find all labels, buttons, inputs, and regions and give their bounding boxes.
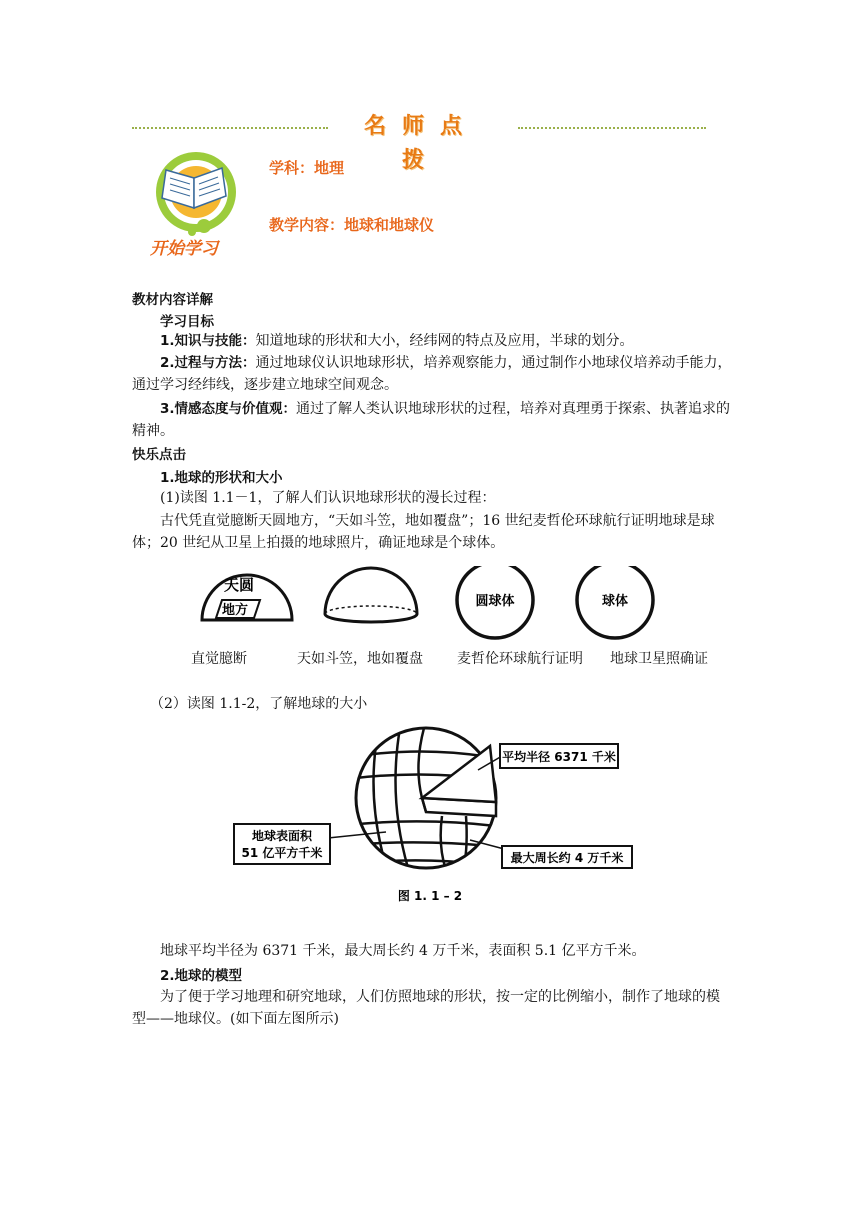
- topic-1-title: 1.地球的形状和大小: [160, 470, 283, 486]
- goal-2: [132, 352, 732, 396]
- goal-1: [132, 330, 732, 352]
- section-title-goals: 学习目标: [160, 314, 214, 330]
- start-learning-logo: [144, 150, 248, 260]
- banner-title: 名师点拨: [363, 113, 478, 173]
- topic-1-paragraph-2: 古代凭直觉臆断天圆地方，“天如斗笠，地如覆盘”；16 世纪麦哲伦环球航行证明地球是球体；20 世纪从卫星上拍摄的地球照片，确证地球是个球体。: [132, 513, 715, 551]
- caption-satellite: 地球卫星照确证: [610, 651, 708, 667]
- label-round-sphere: 圆球体: [475, 594, 515, 609]
- banner-rule-left: [132, 127, 328, 129]
- area-label-line1: 地球表面积: [251, 829, 313, 843]
- topic-2-paragraph-1: 为了便于学习地理和研究地球，人们仿照地球的形状，按一定的比例缩小，制作了地球的模型——地球仪。(如下面左图所示): [132, 989, 720, 1027]
- circumference-label: 最大周长约 4 万千米: [510, 851, 624, 865]
- subject-label: 学科：地理: [269, 159, 345, 177]
- section-title-explain: 教材内容详解: [132, 292, 213, 308]
- figure-earth-size: [228, 716, 648, 906]
- hemisphere-shape: [325, 568, 417, 614]
- content-label: 教学内容：地球和地球仪: [269, 216, 435, 234]
- section-title-happy: 快乐点击: [132, 447, 186, 463]
- goal-2-text: 通过地球仪认识地球形状，培养观察能力，通过制作小地球仪培养动手能力，通过学习经纬线，逐步建立地球空间观念。: [132, 355, 732, 393]
- topic-1-paragraph-3: （2）读图 1.1-2，了解地球的大小: [150, 696, 368, 712]
- figure-2-caption: 图 1. 1 – 2: [397, 889, 463, 903]
- caption-intuition: 直觉臆断: [191, 651, 247, 667]
- topic-2-title: 2.地球的模型: [160, 968, 243, 984]
- goal-3-text: 通过了解人类认识地球形状的过程，培养对真理勇于探索、执著追求的精神。: [132, 401, 731, 439]
- area-label-line2: 51 亿平方千米: [241, 846, 323, 860]
- label-sphere: 球体: [601, 594, 629, 609]
- caption-sky-ground: 天如斗笠，地如覆盘: [297, 651, 423, 667]
- label-ground: 地方: [222, 603, 249, 618]
- goal-3: [132, 398, 732, 442]
- goal-1-text: 知道地球的形状和大小，经纬网的特点及应用，半球的划分。: [255, 333, 634, 349]
- topic-1-paragraph-4: 地球平均半径为 6371 千米，最大周长约 4 万千米，表面积 5.1 亿平方千米。: [160, 943, 646, 959]
- goal-1-label: 1.知识与技能：: [160, 333, 256, 349]
- caption-magellan: 麦哲伦环球航行证明: [457, 651, 583, 667]
- radius-label: 平均半径 6371 千米: [502, 750, 616, 764]
- goal-2-label: 2.过程与方法：: [160, 355, 256, 371]
- topic-1-paragraph-1: (1)读图 1.1－1，了解人们认识地球形状的漫长过程：: [160, 490, 496, 506]
- logo-text: 开始学习: [150, 239, 218, 259]
- banner-rule-right: [518, 127, 706, 129]
- figure-earth-shape-history: [190, 566, 720, 646]
- goal-3-label: 3.情感态度与价值观：: [160, 401, 297, 417]
- label-sky: 天圆: [224, 576, 255, 594]
